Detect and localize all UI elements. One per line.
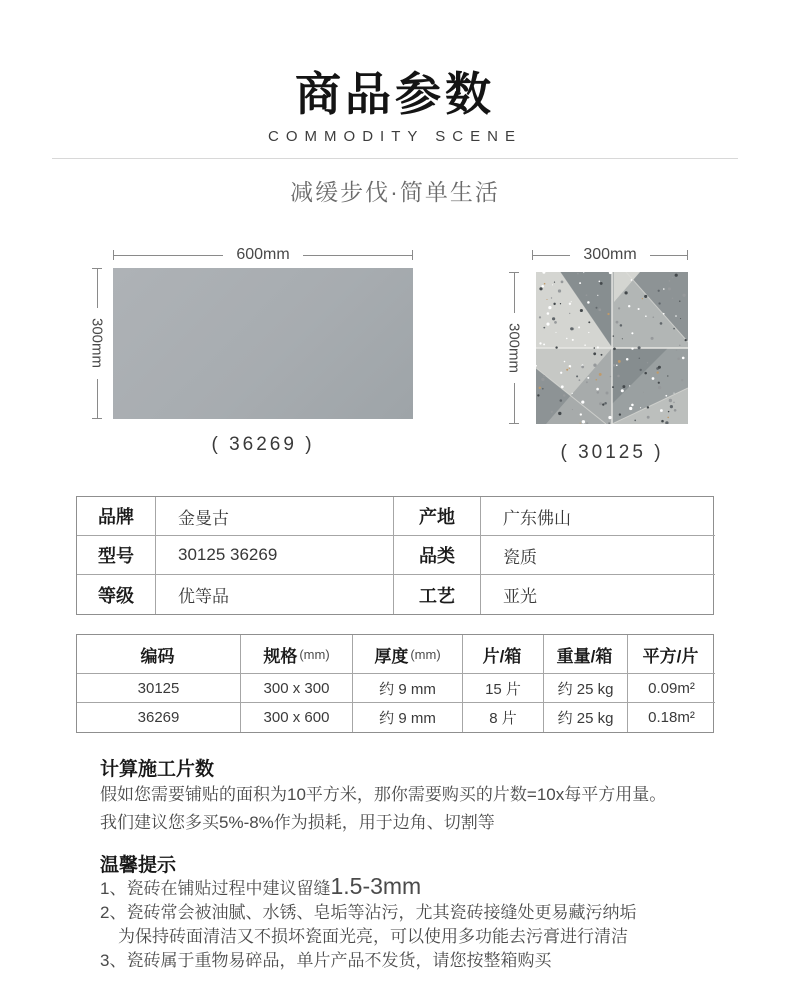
tips-list [100,873,730,975]
size-col-header [463,635,544,674]
dim-width-label-30125: 300mm [583,246,637,263]
header-main: 厚度 [374,646,409,666]
size-cell: 8 片 [463,703,544,732]
header-main: 规格 [263,646,298,666]
spec-label: 品类 [394,536,481,575]
tip-1-text: 1、瓷砖在铺贴过程中建议留缝 [100,879,331,898]
size-col-header [628,635,715,674]
header-main: 片/箱 [482,646,522,666]
size-cell: 36269 [77,703,241,732]
size-packing-table [76,634,714,733]
dim-tick [412,250,413,260]
dim-line [97,269,98,308]
dim-line [650,255,687,256]
dim-line [514,273,515,313]
page-subtitle-en: COMMODITY SCENE [268,128,522,145]
dim-tick [509,423,519,424]
header-main: 平方/片 [642,646,699,666]
size-cell: 约 25 kg [544,703,628,732]
header-suffix: (mm) [410,646,441,662]
page-title: 商品参数 [295,68,495,120]
spec-value: 瓷质 [481,536,715,575]
size-cell: 0.09m² [628,674,715,703]
divider-line [52,158,738,159]
calc-line: 我们建议您多买5%-8%作为损耗，用于边角、切割等 [100,813,495,832]
size-cell: 15 片 [463,674,544,703]
calc-heading: 计算施工片数 [100,759,215,780]
spec-label: 等级 [77,575,156,614]
tagline: 减缓步伐·简单生活 [290,179,500,205]
tip-1-gap-size: 1.5-3mm [330,873,422,899]
size-col-header [544,635,628,674]
size-col-header [77,635,241,674]
size-cell: 约 9 mm [353,674,463,703]
tile-image-36269 [113,268,413,419]
spec-value: 亚光 [503,587,537,606]
calc-line: 假如您需要铺贴的面积为10平方米，那你需要购买的片数=10x每平方用量。 [100,785,667,804]
product-spec-table [76,496,714,615]
spec-label: 产地 [394,497,481,536]
dim-height-36269 [90,268,104,419]
dim-line [97,379,98,418]
spec-value: 30125 36269 [156,536,394,575]
size-col-header [353,635,463,674]
tile-image-30125 [536,272,688,424]
header-suffix: (mm) [299,646,330,662]
spec-value: 广东佛山 [481,497,715,536]
tip-item-1 [100,873,730,899]
spec-label: 品牌 [77,497,156,536]
size-cell: 300 x 600 [241,703,353,732]
size-cell: 约 25 kg [544,674,628,703]
header-main: 重量/箱 [556,646,613,666]
tip-item-3: 3、瓷砖属于重物易碎品，单片产品不发货，请您按整箱购买 [100,951,552,970]
tile-code-30125: ( 30125 ) [560,442,664,463]
spec-label: 工艺 [394,575,481,614]
calc-text [100,781,725,837]
dim-line [533,255,570,256]
dim-width-30125 [532,247,688,263]
dim-height-label-30125: 300mm [505,322,523,374]
spec-value: 金曼古 [156,497,394,536]
tip-item-2-continued: 为保持砖面清洁又不损坏瓷面光亮，可以使用多功能去污膏进行清洁 [118,927,628,946]
spec-value: 优等品 [156,575,394,614]
spec-label: 型号 [77,536,156,575]
dim-line [114,255,223,256]
size-col-header [241,635,353,674]
tile-code-36269: ( 36269 ) [211,434,315,455]
tip-item-2: 2、瓷砖常会被油腻、水锈、皂垢等沾污，尤其瓷砖接缝处更易藏污纳垢 [100,903,637,922]
dim-tick [687,250,688,260]
size-cell: 约 9 mm [353,703,463,732]
header-main: 编码 [140,646,175,666]
dim-width-label-36269: 600mm [236,246,290,263]
size-cell: 0.18m² [648,709,695,726]
dim-width-36269 [113,247,413,263]
dim-height-30125 [507,272,521,424]
dim-line [303,255,412,256]
dim-line [514,383,515,423]
dim-height-label-36269: 300mm [88,318,106,369]
size-cell: 300 x 300 [241,674,353,703]
dim-tick [92,418,102,419]
tips-heading: 温馨提示 [100,855,177,876]
size-cell: 30125 [77,674,241,703]
